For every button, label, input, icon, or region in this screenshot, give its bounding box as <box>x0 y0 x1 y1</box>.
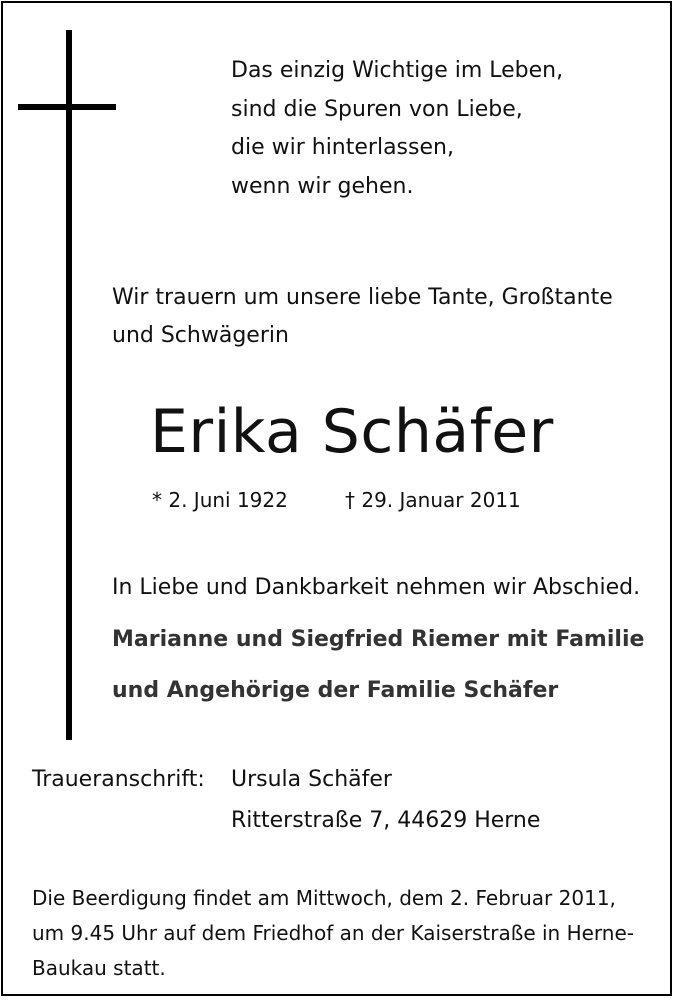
birth-date: * 2. Juni 1922 <box>152 488 288 512</box>
cross-horizontal-bar <box>18 104 116 110</box>
intro-line: Wir trauern um unsere liebe Tante, Großtante <box>112 285 613 310</box>
address-label: Traueranschrift: <box>32 767 205 792</box>
cross-vertical-bar <box>66 30 72 740</box>
poem-line: die wir hinterlassen, <box>231 135 454 160</box>
intro-line: und Schwägerin <box>112 323 289 348</box>
funeral-line: Die Beerdigung findet am Mittwoch, dem 2. Februar 2011, <box>32 886 616 910</box>
funeral-line: Baukau statt. <box>32 956 166 980</box>
death-date: † 29. Januar 2011 <box>345 488 521 512</box>
poem-line: sind die Spuren von Liebe, <box>231 96 523 122</box>
funeral-line: um 9.45 Uhr auf dem Friedhof an der Kaiserstraße in Herne- <box>32 921 635 945</box>
address-street: Ritterstraße 7, 44629 Herne <box>231 808 541 833</box>
intro-text <box>112 279 613 355</box>
funeral-notice <box>32 881 644 986</box>
poem <box>231 52 563 206</box>
deceased-name: Erika Schäfer <box>150 397 554 467</box>
poem-line: Das einzig Wichtige im Leben, <box>231 58 564 83</box>
address-name: Ursula Schäfer <box>231 767 392 792</box>
mourner-line: und Angehörige der Familie Schäfer <box>112 678 559 703</box>
mourner-line: Marianne und Siegfried Riemer mit Familie <box>112 627 645 652</box>
poem-line: wenn wir gehen. <box>231 173 414 199</box>
farewell-text: In Liebe und Dankbarkeit nehmen wir Abschied. <box>112 575 641 600</box>
